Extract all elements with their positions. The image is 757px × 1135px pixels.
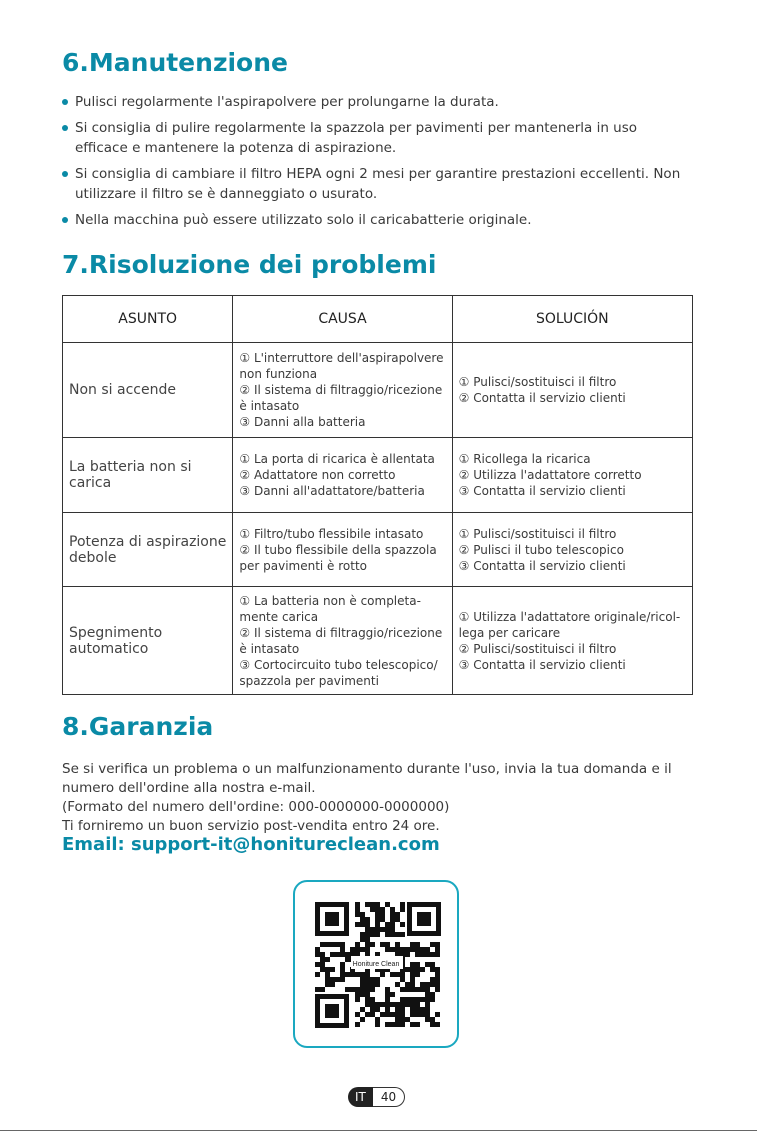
table-row xyxy=(63,587,693,695)
solution-cell: ① Pulisci/sostituisci il filtro ② Pulisci il tubo telescopico ③ Contatta il servizio clienti xyxy=(452,513,692,587)
subject-cell: La batteria non si carica xyxy=(63,438,233,513)
table-row xyxy=(63,438,693,513)
cause-cell: ① La porta di ricarica è allentata ② Adattatore non corretto ③ Danni all'adattatore/batteria xyxy=(233,438,452,513)
subject-cell: Spegnimento automatico xyxy=(63,587,233,695)
cause-cell: ① Filtro/tubo flessibile intasato ② Il tubo flessibile della spazzola per pavimenti è rotto xyxy=(233,513,452,587)
column-header-cause: CAUSA xyxy=(233,296,452,343)
qr-code-icon xyxy=(307,894,445,1034)
list-item: Pulisci regolarmente l'aspirapolvere per prolungarne la durata. xyxy=(62,92,702,112)
table-row xyxy=(63,343,693,438)
solution-cell: ① Ricollega la ricarica ② Utilizza l'adattatore corretto ③ Contatta il servizio clienti xyxy=(452,438,692,513)
qr-brand-label: Honiture Clean xyxy=(352,961,400,968)
table-row xyxy=(63,513,693,587)
subject-cell: Potenza di aspirazione debole xyxy=(63,513,233,587)
bullet-icon xyxy=(62,217,68,223)
bullet-icon xyxy=(62,125,68,131)
cause-cell: ① L'interruttore dell'aspirapolvere non funziona ② Il sistema di filtraggio/ricezione è intasato ③ Danni alla batteria xyxy=(233,343,452,438)
list-item: Si consiglia di pulire regolarmente la spazzola per pavimenti per mantenerla in uso efficace e mantenere la potenza di aspirazione. xyxy=(62,118,702,158)
cause-cell: ① La batteria non è completa- mente carica ② Il sistema di filtraggio/ricezione è intasato ③ Cortocircuito tubo telescopico/ spazzola per pavimenti xyxy=(233,587,452,695)
solution-cell: ① Pulisci/sostituisci il filtro ② Contatta il servizio clienti xyxy=(452,343,692,438)
language-label: IT xyxy=(348,1087,373,1107)
page-divider xyxy=(0,1130,757,1131)
bullet-icon xyxy=(62,99,68,105)
column-header-solution: SOLUCIÓN xyxy=(452,296,692,343)
column-header-subject: ASUNTO xyxy=(63,296,233,343)
qr-code xyxy=(293,880,459,1048)
support-email: Email: support-it@honitureclean.com xyxy=(62,834,440,855)
list-item: Nella macchina può essere utilizzato solo il caricabatterie originale. xyxy=(62,210,702,230)
section-title-warranty: 8.Garanzia xyxy=(62,712,214,741)
page-number: 40 xyxy=(373,1087,405,1107)
troubleshooting-table xyxy=(62,295,693,695)
maintenance-list xyxy=(62,92,702,230)
section-title-maintenance: 6.Manutenzione xyxy=(62,48,288,77)
warranty-text: Se si verifica un problema o un malfunzionamento durante l'uso, invia la tua domanda e il numero dell'ordine alla nostra e-mail. (Formato del numero dell'ordine: 000-0000000-0000000) Ti forniremo un buon servizio post-vendita entro 24 ore. xyxy=(62,761,672,834)
table-header-row xyxy=(63,296,693,343)
solution-cell: ① Utilizza l'adattatore originale/ricol- lega per caricare ② Pulisci/sostituisci il filtro ③ Contatta il servizio clienti xyxy=(452,587,692,695)
bullet-icon xyxy=(62,171,68,177)
section-title-troubleshooting: 7.Risoluzione dei problemi xyxy=(62,250,437,279)
page-number-badge xyxy=(348,1087,405,1107)
list-item: Si consiglia di cambiare il filtro HEPA ogni 2 mesi per garantire prestazioni eccellenti. Non utilizzare il filtro se è danneggiato o usurato. xyxy=(62,164,702,204)
subject-cell: Non si accende xyxy=(63,343,233,438)
